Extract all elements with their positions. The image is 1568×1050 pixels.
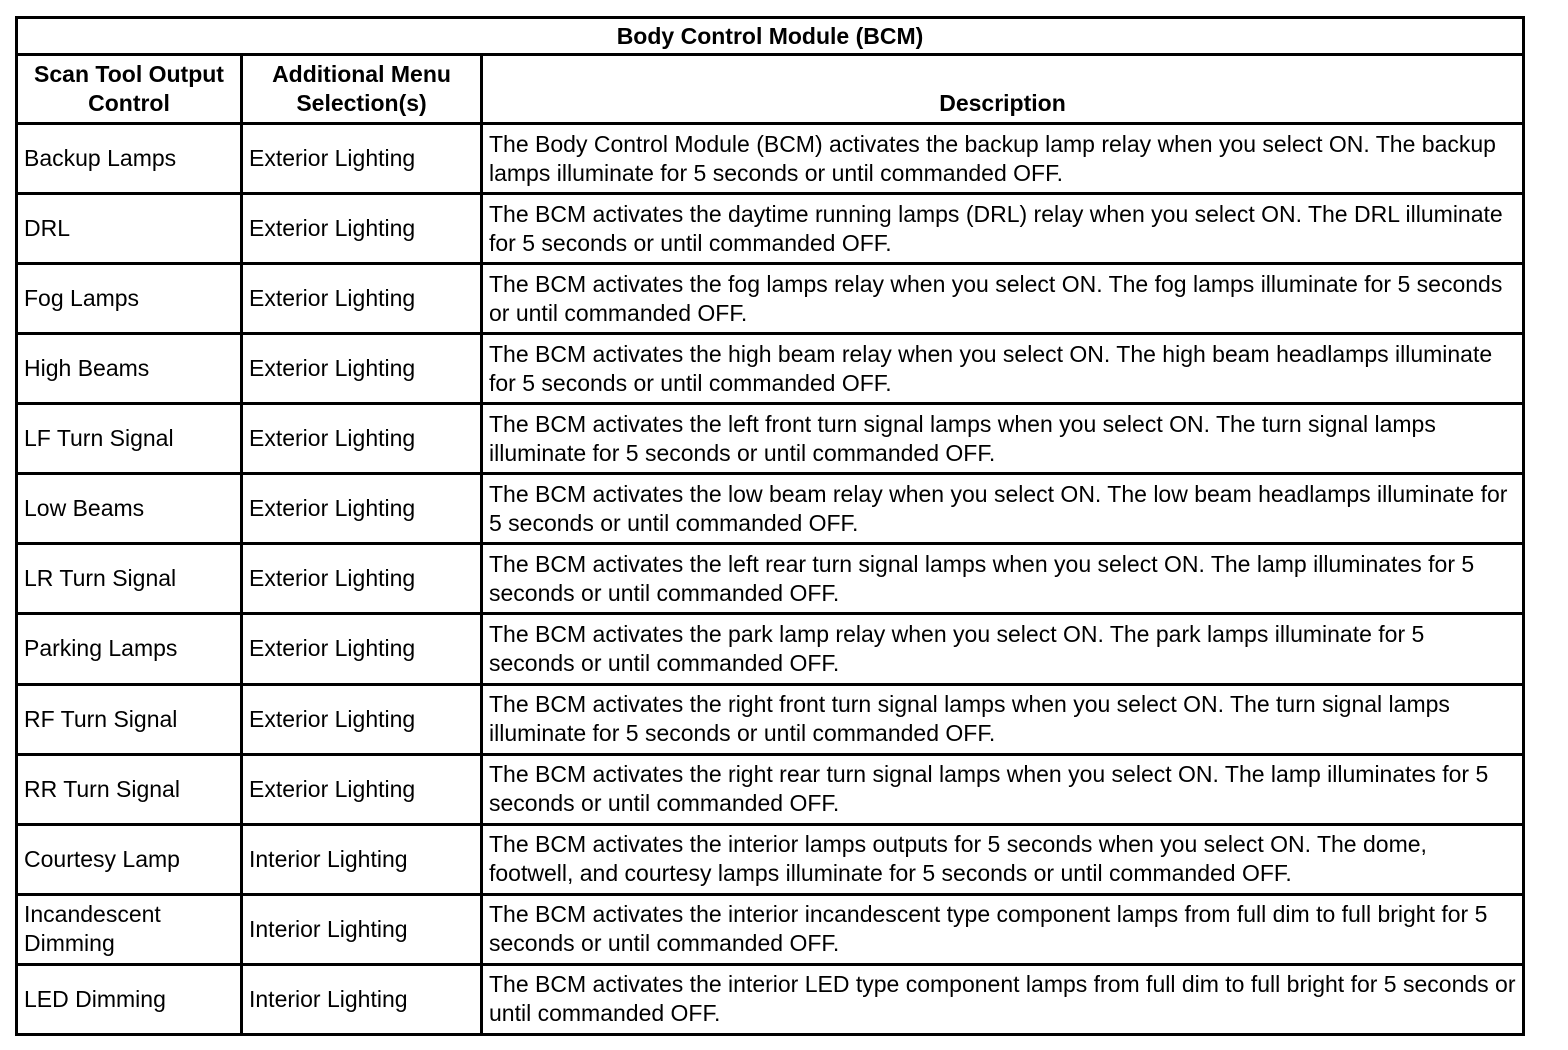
cell-control: Backup Lamps	[17, 124, 242, 194]
cell-control: RR Turn Signal	[17, 754, 242, 824]
cell-menu: Exterior Lighting	[242, 264, 482, 334]
header-scan-tool-output-control: Scan Tool Output Control	[17, 55, 242, 124]
table-row	[17, 474, 1524, 544]
header-description: Description	[482, 55, 1524, 124]
cell-menu: Exterior Lighting	[242, 404, 482, 474]
table-row	[17, 894, 1524, 964]
cell-control: DRL	[17, 194, 242, 264]
cell-description: The BCM activates the interior lamps outputs for 5 seconds when you select ON. The dome, footwell, and courtesy lamps illuminate for 5 seconds or until commanded OFF.	[482, 824, 1524, 894]
cell-description: The BCM activates the low beam relay when you select ON. The low beam headlamps illuminate for 5 seconds or until commanded OFF.	[482, 474, 1524, 544]
table-header-row	[17, 55, 1524, 124]
cell-description: The BCM activates the right front turn signal lamps when you select ON. The turn signal lamps illuminate for 5 seconds or until commanded OFF.	[482, 684, 1524, 754]
table-row	[17, 964, 1524, 1034]
cell-control: LED Dimming	[17, 964, 242, 1034]
table-row	[17, 124, 1524, 194]
cell-menu: Exterior Lighting	[242, 684, 482, 754]
table-row	[17, 194, 1524, 264]
table-body	[17, 124, 1524, 1035]
cell-menu: Exterior Lighting	[242, 614, 482, 684]
table-row	[17, 684, 1524, 754]
cell-control: High Beams	[17, 334, 242, 404]
header-additional-menu-selections: Additional Menu Selection(s)	[242, 55, 482, 124]
cell-description: The BCM activates the left rear turn signal lamps when you select ON. The lamp illuminates for 5 seconds or until commanded OFF.	[482, 544, 1524, 614]
cell-menu: Exterior Lighting	[242, 124, 482, 194]
table-title: Body Control Module (BCM)	[17, 18, 1524, 55]
table-row	[17, 614, 1524, 684]
cell-description: The BCM activates the high beam relay when you select ON. The high beam headlamps illuminate for 5 seconds or until commanded OFF.	[482, 334, 1524, 404]
cell-control: Fog Lamps	[17, 264, 242, 334]
table-row	[17, 404, 1524, 474]
cell-description: The BCM activates the park lamp relay when you select ON. The park lamps illuminate for 5 seconds or until commanded OFF.	[482, 614, 1524, 684]
cell-control: LR Turn Signal	[17, 544, 242, 614]
cell-control: LF Turn Signal	[17, 404, 242, 474]
cell-menu: Exterior Lighting	[242, 194, 482, 264]
cell-menu: Exterior Lighting	[242, 474, 482, 544]
cell-description: The BCM activates the fog lamps relay when you select ON. The fog lamps illuminate for 5 seconds or until commanded OFF.	[482, 264, 1524, 334]
cell-description: The Body Control Module (BCM) activates the backup lamp relay when you select ON. The backup lamps illuminate for 5 seconds or until commanded OFF.	[482, 124, 1524, 194]
cell-description: The BCM activates the left front turn signal lamps when you select ON. The turn signal lamps illuminate for 5 seconds or until commanded OFF.	[482, 404, 1524, 474]
table-title-row	[17, 18, 1524, 55]
cell-control: Courtesy Lamp	[17, 824, 242, 894]
cell-control: Incandescent Dimming	[17, 894, 242, 964]
cell-control: Low Beams	[17, 474, 242, 544]
table-row	[17, 544, 1524, 614]
cell-menu: Interior Lighting	[242, 824, 482, 894]
table-row	[17, 264, 1524, 334]
table-row	[17, 754, 1524, 824]
cell-menu: Exterior Lighting	[242, 544, 482, 614]
cell-description: The BCM activates the right rear turn signal lamps when you select ON. The lamp illuminates for 5 seconds or until commanded OFF.	[482, 754, 1524, 824]
cell-menu: Exterior Lighting	[242, 334, 482, 404]
cell-description: The BCM activates the daytime running lamps (DRL) relay when you select ON. The DRL illuminate for 5 seconds or until commanded OFF.	[482, 194, 1524, 264]
cell-control: RF Turn Signal	[17, 684, 242, 754]
cell-description: The BCM activates the interior incandescent type component lamps from full dim to full bright for 5 seconds or until commanded OFF.	[482, 894, 1524, 964]
table-row	[17, 824, 1524, 894]
cell-control: Parking Lamps	[17, 614, 242, 684]
cell-menu: Exterior Lighting	[242, 754, 482, 824]
cell-description: The BCM activates the interior LED type component lamps from full dim to full bright for 5 seconds or until commanded OFF.	[482, 964, 1524, 1034]
bcm-output-control-table	[15, 16, 1525, 1036]
table-row	[17, 334, 1524, 404]
cell-menu: Interior Lighting	[242, 964, 482, 1034]
cell-menu: Interior Lighting	[242, 894, 482, 964]
